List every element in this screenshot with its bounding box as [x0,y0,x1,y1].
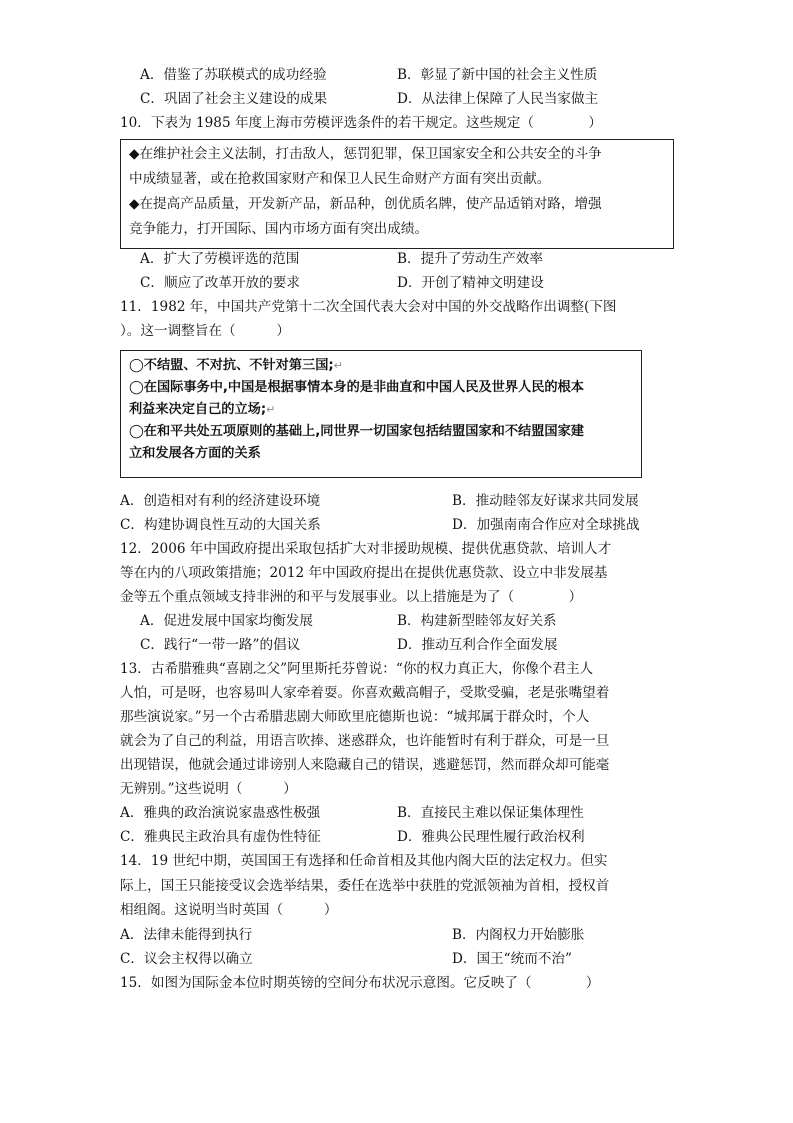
q9-option-b: B．彰显了新中国的社会主义性质 [397,67,598,83]
q13-stem-line: 人怕，可是呀，也容易叫人家牵着耍。你喜欢戴高帽子，受欺受骗，老是张嘴望着 [120,685,610,701]
q13-option-c: C．雅典民主政治具有虚伪性特征 [120,829,321,845]
q12-option-d: D．推动互利合作全面发展 [397,637,558,653]
q14-option-c: C．议会主权得以确立 [120,951,253,967]
q14-option-d: D．国王“统而不治” [452,951,572,967]
q12-stem-line: 12．2006 年中国政府提出采取包括扩大对非援助规模、提供优惠贷款、培训人才 [120,541,612,557]
q10-option-d: D．开创了精神文明建设 [397,275,544,291]
q11-option-d: D．加强南南合作应对全球挑战 [452,517,640,533]
q11-stem-line: 11．1982 年，中国共产党第十二次全国代表大会对中国的外交战略作出调整(下图 [120,299,617,315]
q9-option-d: D．从法律上保障了人民当家做主 [397,91,599,107]
q11-policy-line: ◯不结盟、不对抗、不针对第三国;↵ [129,358,343,373]
q14-option-b: B．内阁权力开始膨胀 [452,927,585,943]
q14-option-a: A．法律未能得到执行 [120,927,253,943]
q10-option-a: A．扩大了劳模评选的范围 [140,251,300,267]
q10-rule-line: 中成绩显著，或在抢救国家财产和保卫人民生命财产方面有突出贡献。 [129,171,551,187]
q11-policy-line: ◯在国际事务中,中国是根据事情本身的是非曲直和中国人民及世界人民的根本 [129,380,584,395]
q10-rules-box [120,139,674,249]
return-mark: ↵ [333,359,343,372]
q10-rule-line: ◆在维护社会主义法制，打击敌人，惩罚犯罪，保卫国家安全和公共安全的斗争 [129,146,602,162]
q10-rule-line: 竞争能力，打开国际、国内市场方面有突出成绩。 [129,221,429,237]
q10-rule-line: ◆在提高产品质量，开发新产品，新品种，创优质名牌，使产品适销对路，增强 [129,196,602,212]
q14-stem-line: 际上，国王只能接受议会选举结果，委任在选举中获胜的党派领袖为首相，授权首 [120,878,610,894]
q11-policy-line: 利益来决定自己的立场;↵ [129,402,276,417]
q15-stem: 15．如图为国际金本位时期英镑的空间分布状况示意图。它反映了（ ） [120,975,600,991]
q13-option-b: B．直接民主难以保证集体理性 [397,805,584,821]
q12-option-b: B．构建新型睦邻友好关系 [397,613,557,629]
q11-option-a: A．创造相对有利的经济建设环境 [120,493,321,509]
q10-option-c: C．顺应了改革开放的要求 [140,275,300,291]
q13-stem-line: 那些演说家。”另一个古希腊悲剧大师欧里庇德斯也说：“城邦属于群众时，个人 [120,709,590,725]
q10-option-b: B．提升了劳动生产效率 [397,251,543,267]
q14-stem-line: 相组阁。这说明当时英国（ ） [120,902,338,918]
q12-option-a: A．促进发展中国家均衡发展 [140,613,313,629]
q13-stem-line: 出现错误，他就会通过诽谤别人来隐藏自己的错误，逃避惩罚，然而群众却可能毫 [120,757,610,773]
q9-option-a: A．借鉴了苏联模式的成功经验 [140,67,327,83]
q12-option-c: C．践行“一带一路”的倡议 [140,637,301,653]
q10-stem: 10．下表为 1985 年度上海市劳模评选条件的若干规定。这些规定（ ） [120,115,602,131]
q11-option-b: B．推动睦邻友好谋求共同发展 [452,493,639,509]
q11-stem-line: ）。这一调整旨在（ ） [120,323,290,339]
q13-option-a: A．雅典的政治演说家蛊惑性极强 [120,805,321,821]
q11-policy-box [120,350,642,478]
q13-stem-line: 13．古希腊雅典“喜剧之父”阿里斯托芬曾说：“你的权力真正大，你像个君主人 [120,661,594,677]
q12-stem-line: 金等五个重点领域支持非洲的和平与发展事业。以上措施是为了（ ） [120,589,583,605]
q14-stem-line: 14．19 世纪中期，英国国王有选择和任命首相及其他内阁大臣的法定权力。但实 [120,853,608,869]
q13-option-d: D．雅典公民理性履行政治权利 [397,829,585,845]
q13-stem-line: 就会为了自己的利益，用语言吹捧、迷惑群众，也许能暂时有利于群众，可是一旦 [120,733,610,749]
q9-option-c: C．巩固了社会主义建设的成果 [140,91,328,107]
return-mark: ↵ [266,403,276,416]
q11-policy-line: ◯在和平共处五项原则的基础上,同世界一切国家包括结盟国家和不结盟国家建 [129,424,584,439]
q11-policy-line: 立和发展各方面的关系 [129,446,261,461]
q11-option-c: C．构建协调良性互动的大国关系 [120,517,321,533]
q13-stem-line: 无辨别。”这些说明（ ） [120,781,297,797]
q12-stem-line: 等在内的八项政策措施；2012 年中国政府提出在提供优惠贷款、设立中非发展基 [120,565,608,581]
